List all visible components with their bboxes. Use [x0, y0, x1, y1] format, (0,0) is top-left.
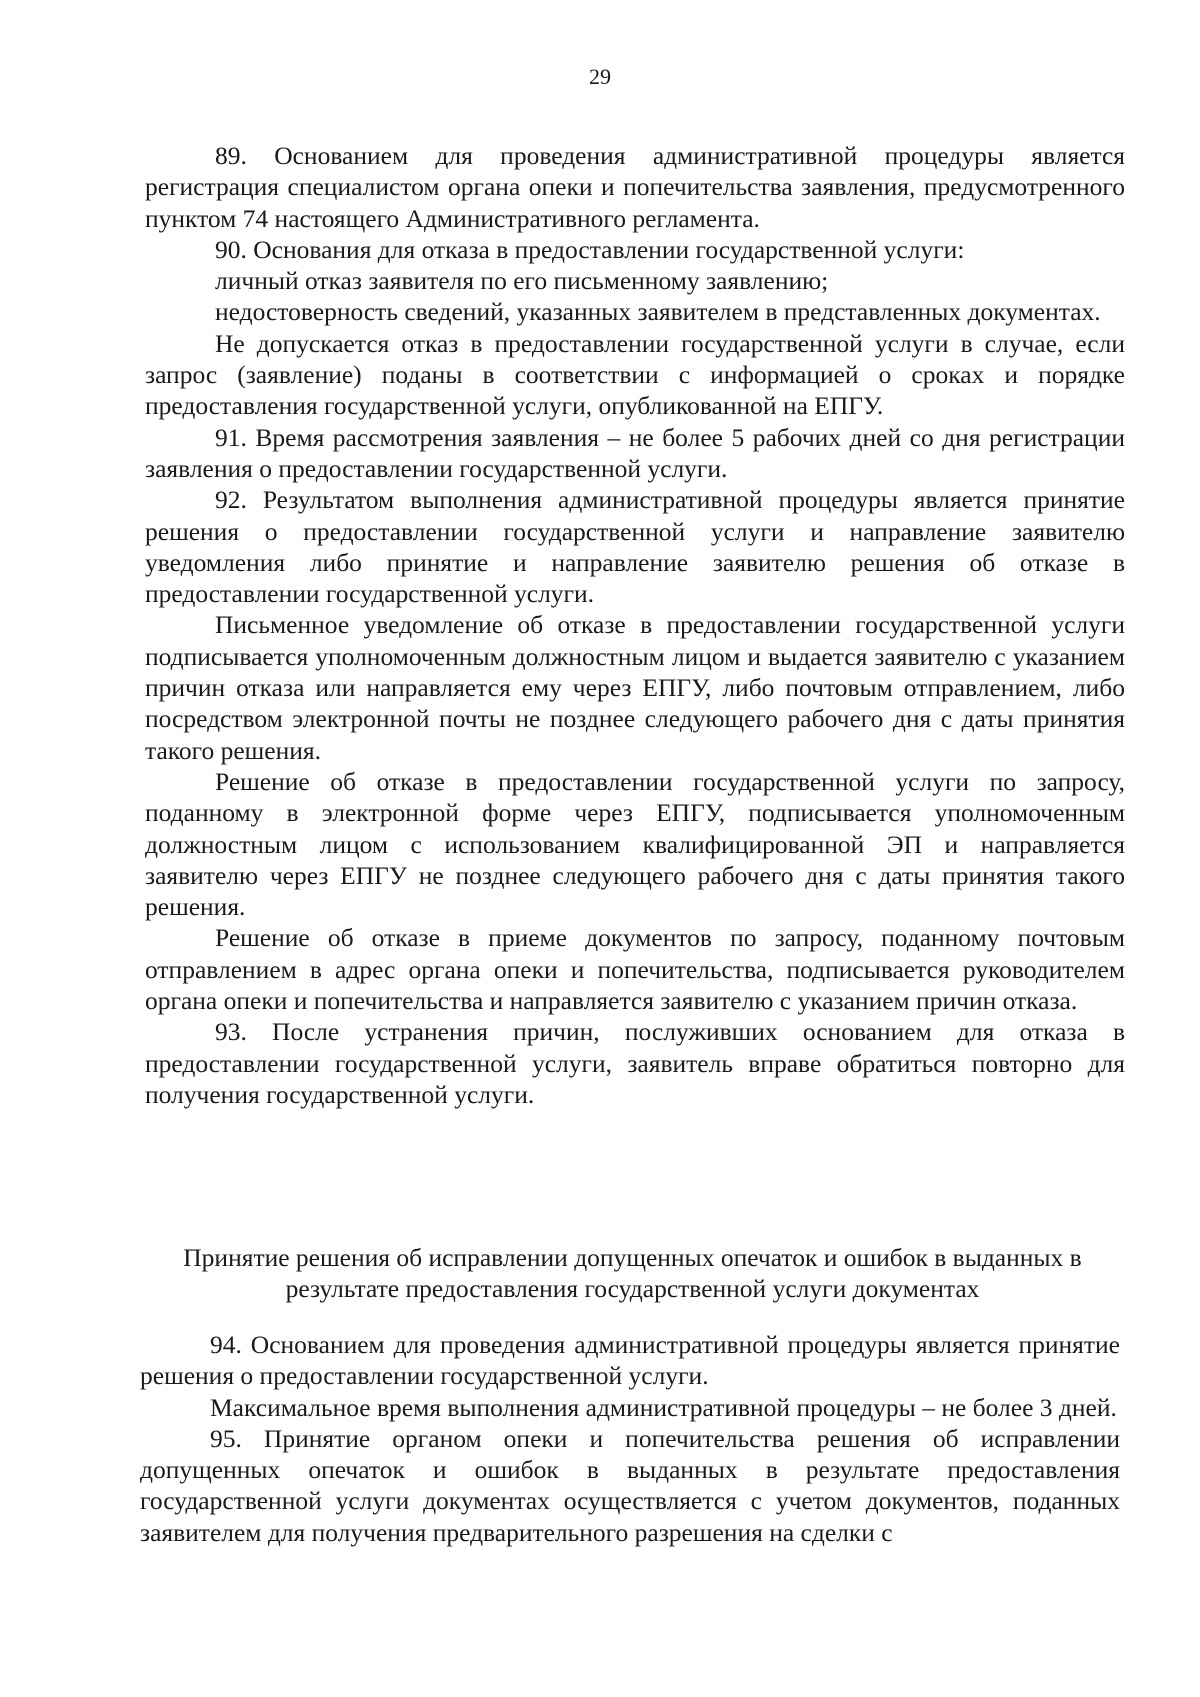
paragraph-89: 89. Основанием для проведения административной процедуры является регистрация специалистом органа опеки и попечительства заявления, предусмотренного пунктом 74 настоящего Административного регламента. [145, 141, 1125, 233]
paragraph-93: 93. После устранения причин, послуживших основанием для отказа в предоставлении государственной услуги, заявитель вправе обратиться повторно для получения государственной услуги. [145, 1017, 1125, 1109]
paragraph-refusal-not-allowed: Не допускается отказ в предоставлении государственной услуги в случае, если запрос (заявление) поданы в соответствии с информацией о сроках и порядке предоставления государственной услуги, опубликованной на ЕПГУ. [145, 328, 1125, 421]
paragraph-max-time: Максимальное время выполнения административной процедуры – не более 3 дней. [210, 1392, 1117, 1422]
paragraph-91: 91. Время рассмотрения заявления – не более 5 рабочих дней со дня регистрации заявления о предоставлении государственной услуги. [145, 422, 1125, 483]
paragraph-95: 95. Принятие органом опеки и попечительства решения об исправлении допущенных опечаток и ошибок в выданных в результате предоставления государственной услуги документах осуществляется с учетом документов, поданных заявителем для получения предварительного разрешения на сделки с [140, 1423, 1120, 1547]
paragraph-90-item-1: личный отказ заявителя по его письменному заявлению; [215, 266, 829, 296]
paragraph-92: 92. Результатом выполнения административной процедуры является принятие решения о предоставлении государственной услуги и направление заявителю уведомления либо принятие и направление заявителю решения об отказе в предоставлении государственной услуги. [145, 485, 1125, 609]
paragraph-postal-decision: Решение об отказе в приеме документов по запросу, поданному почтовым отправлением в адрес органа опеки и попечительства, подписывается руководителем органа опеки и попечительства и направляется заявителю с указанием причин отказа. [145, 923, 1125, 1016]
document-body [145, 140, 1125, 1110]
paragraph-90-item-2: недостоверность сведений, указанных заявителем в представленных документах. [215, 297, 1101, 327]
paragraph-electronic-decision: Решение об отказе в предоставлении государственной услуги по запросу, поданному в электронной форме через ЕПГУ, подписывается уполномоченным должностным лицом с использованием квалифицированной ЭП и направляется заявителю через ЕПГУ не позднее следующего рабочего дня с даты принятия такого решения. [145, 766, 1125, 922]
paragraph-90: 90. Основания для отказа в предоставлении государственной услуги: [215, 234, 965, 264]
paragraph-94: 94. Основанием для проведения административной процедуры является принятие решения о предоставлении государственной услуги. [140, 1330, 1120, 1391]
page-number: 29 [589, 64, 611, 89]
paragraph-written-notice: Письменное уведомление об отказе в предоставлении государственной услуги подписывается уполномоченным должностным лицом и выдается заявителю с указанием причин отказа или направляется ему через ЕПГУ, либо почтовым отправлением, либо посредством электронной почты не позднее следующего рабочего дня с даты принятия такого решения. [145, 610, 1125, 765]
section-heading: Принятие решения об исправлении допущенных опечаток и ошибок в выданных в результате предоставления государственной услуги документах [183, 1243, 1082, 1304]
document-body-continued [140, 1329, 1120, 1548]
